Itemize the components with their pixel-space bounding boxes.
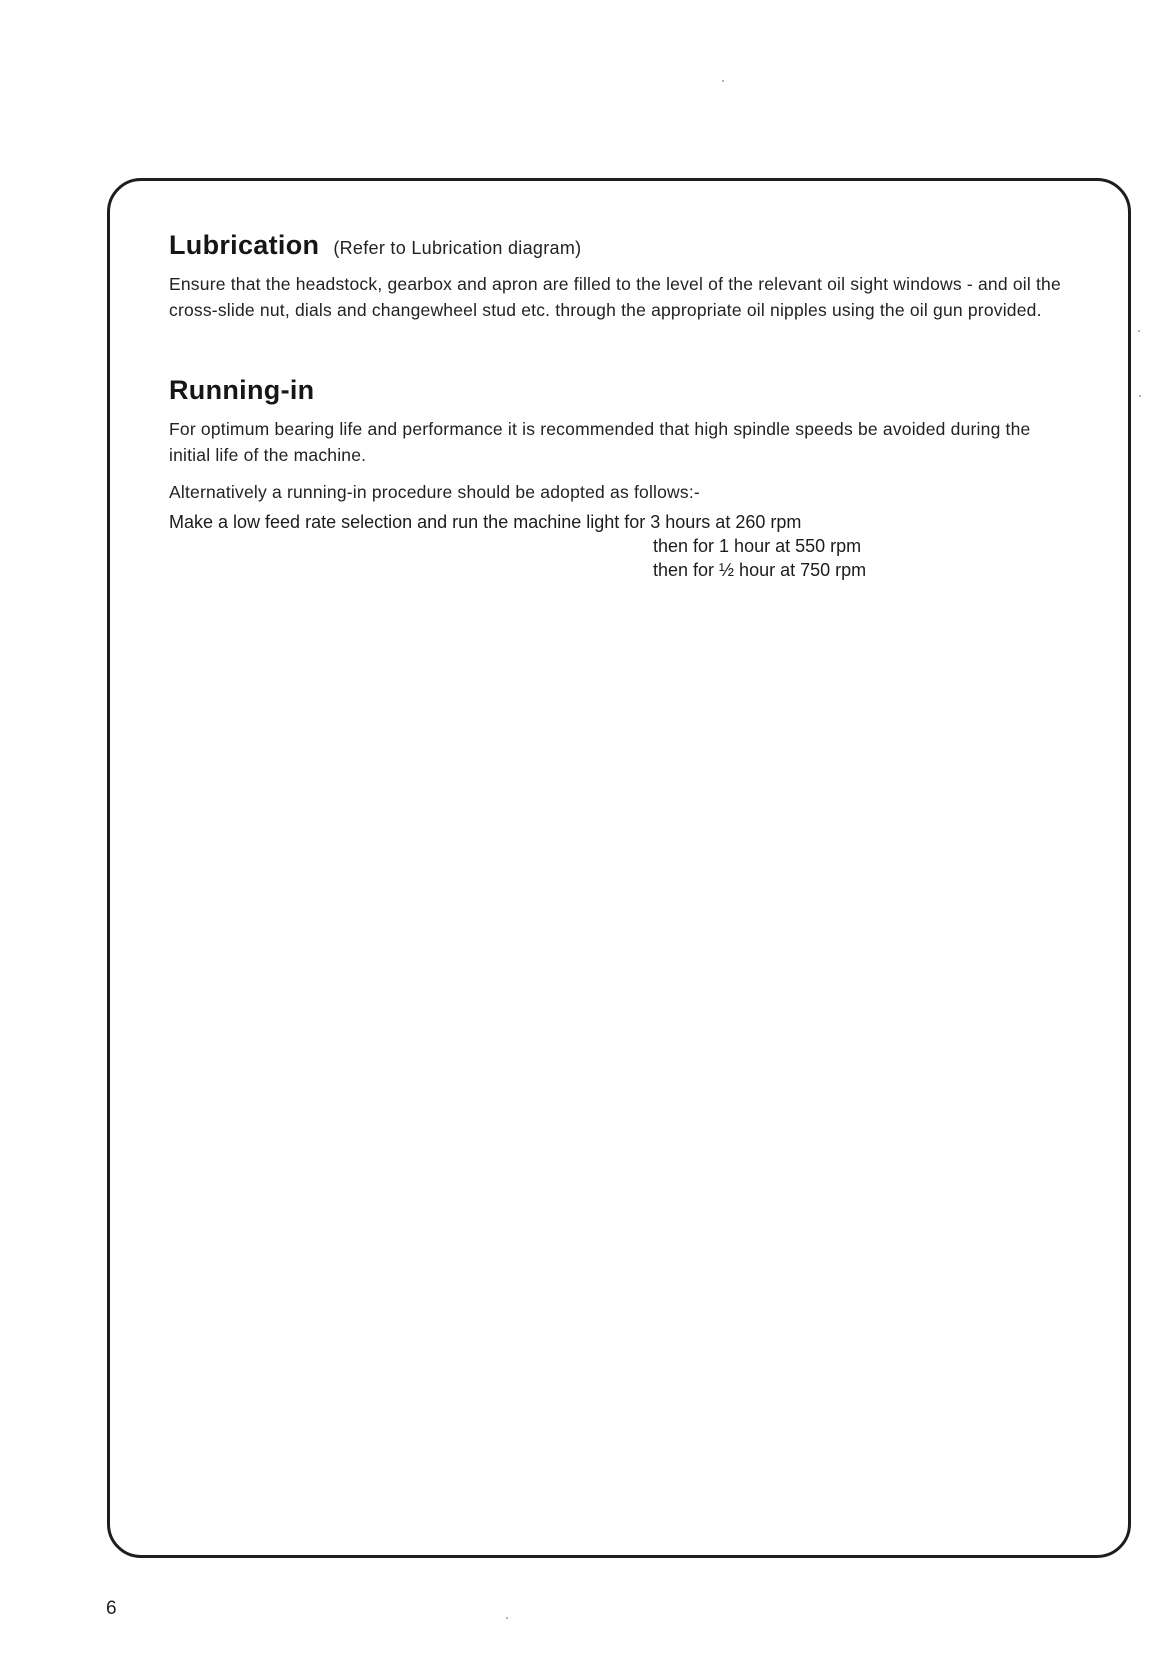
lubrication-note: (Refer to Lubrication diagram) xyxy=(333,238,582,258)
running-in-paragraph-1: For optimum bearing life and performance it is recommended that high spindle speeds be avoided during the initial life of the machine. xyxy=(169,419,1031,465)
schedule-line-2: then for 1 hour at 550 rpm xyxy=(653,536,862,556)
schedule-line-1: Make a low feed rate selection and run the machine light for 3 hours at 260 rpm xyxy=(169,512,802,532)
scan-speck xyxy=(722,80,724,82)
running-in-heading xyxy=(169,375,314,406)
lubrication-heading xyxy=(169,230,581,261)
lubrication-title: Lubrication xyxy=(169,230,320,260)
scan-speck xyxy=(1139,395,1141,397)
running-in-title: Running-in xyxy=(169,375,315,405)
running-in-paragraph-2: Alternatively a running-in procedure should be adopted as follows:- xyxy=(169,482,700,502)
scan-speck xyxy=(506,1617,508,1619)
scan-speck xyxy=(1138,330,1140,332)
page-number: 6 xyxy=(106,1598,117,1619)
schedule-line-3: then for ½ hour at 750 rpm xyxy=(653,560,867,580)
lubrication-paragraph: Ensure that the headstock, gearbox and apron are filled to the level of the relevant oil sight windows - and oil the cross-slide nut, dials and changewheel stud etc. through the appropriate oil nipples using the oil gun provided. xyxy=(169,274,1061,320)
